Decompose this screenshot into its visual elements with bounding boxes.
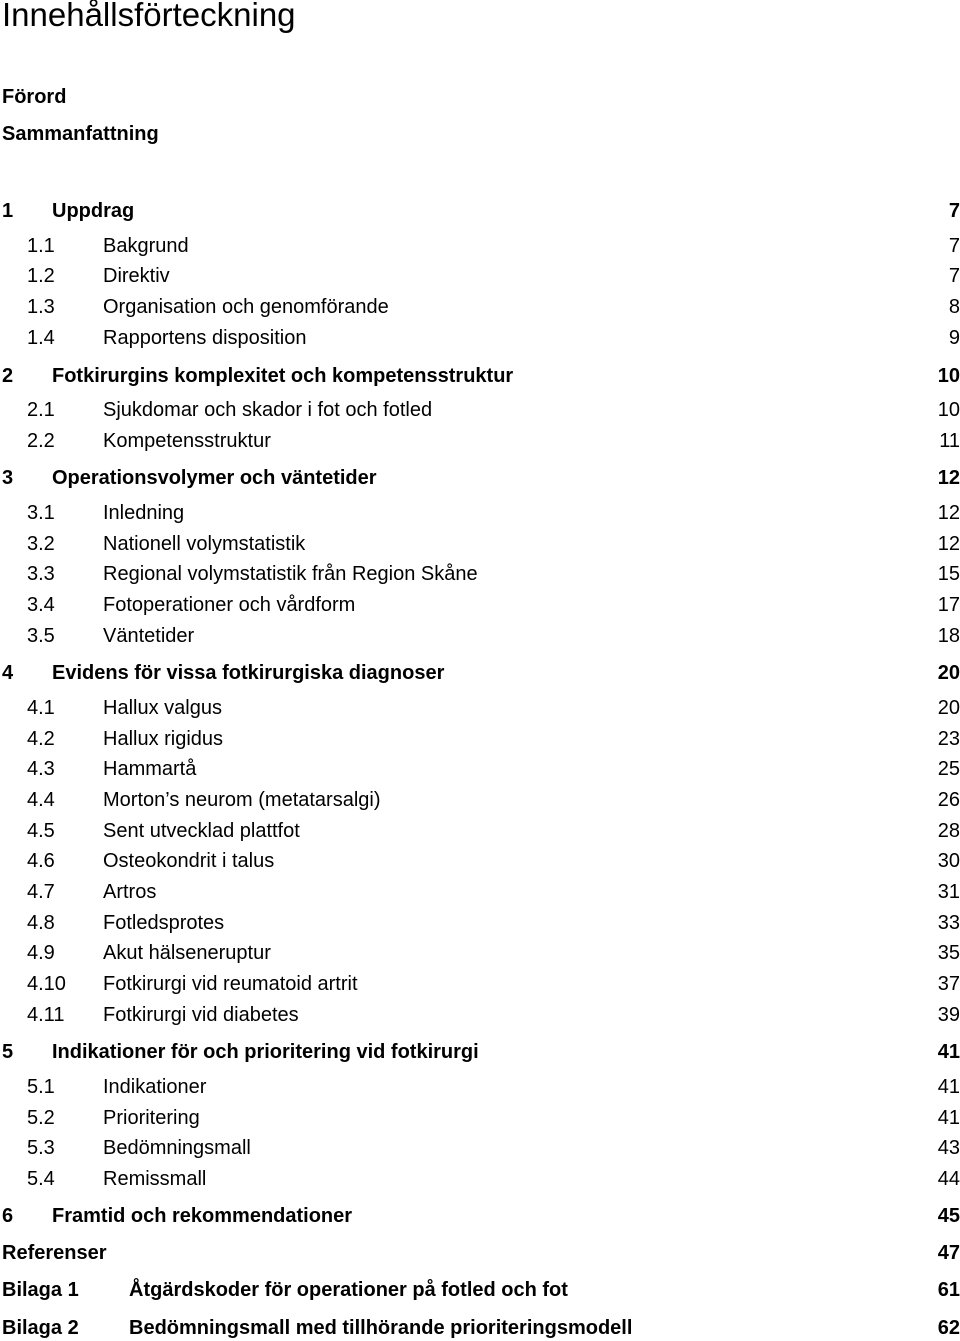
toc-entry-number: 4.10 — [27, 973, 66, 995]
toc-entry-page-number: 26 — [937, 789, 960, 811]
toc-entry-title: Operationsvolymer och väntetider — [52, 467, 377, 489]
toc-entry-number: 4.3 — [27, 758, 55, 780]
toc-entry-page-number: 41 — [937, 1076, 960, 1098]
toc-entry-title: Morton’s neurom (metatarsalgi) — [103, 789, 381, 811]
toc-entry-number: 3.1 — [27, 502, 55, 524]
front-matter-summary[interactable]: Sammanfattning — [2, 123, 159, 145]
toc-entry-number: 1.4 — [27, 327, 55, 349]
toc-entry-page-number: 12 — [937, 502, 960, 524]
toc-entry-page-number: 41 — [937, 1107, 960, 1129]
toc-entry-number: 1 — [2, 200, 14, 222]
toc-entry-page-number: 8 — [948, 296, 960, 318]
toc-entry-page-number: 12 — [937, 467, 960, 489]
toc-entry-number: 4.4 — [27, 789, 55, 811]
toc-entry-title: Osteokondrit i talus — [103, 850, 275, 872]
toc-entry-page-number: 23 — [937, 728, 960, 750]
toc-entry-title: Bedömningsmall — [103, 1137, 251, 1159]
toc-entry-number: 5.3 — [27, 1137, 55, 1159]
toc-entry-number: 5.4 — [27, 1168, 55, 1190]
toc-entry-title: Bedömningsmall med tillhörande prioriteringsmodell — [129, 1317, 633, 1339]
toc-entry-number: 2.1 — [27, 399, 55, 421]
toc-entry-title: Fotledsprotes — [103, 912, 225, 934]
toc-entry-title: Hammartå — [103, 758, 197, 780]
toc-entry-page-number: 10 — [937, 399, 960, 421]
toc-entry-title: Artros — [103, 881, 157, 903]
toc-entry-number: 2 — [2, 365, 14, 387]
toc-entry-number: 3.4 — [27, 594, 55, 616]
toc-entry-title: Rapportens disposition — [103, 327, 307, 349]
toc-entry-title: Organisation och genomförande — [103, 296, 389, 318]
toc-entry-page-number: 20 — [937, 697, 960, 719]
toc-entry-number: 4.1 — [27, 697, 55, 719]
toc-entry-title: Prioritering — [103, 1107, 200, 1129]
toc-entry-number: 4.6 — [27, 850, 55, 872]
toc-entry-page-number: 9 — [948, 327, 960, 349]
toc-entry-number: 5 — [2, 1041, 14, 1063]
toc-entry-title: Kompetensstruktur — [103, 430, 271, 452]
toc-entry-page-number: 7 — [948, 235, 960, 257]
toc-entry-number: 4.9 — [27, 942, 55, 964]
toc-entry-page-number: 25 — [937, 758, 960, 780]
toc-entry-number: 6 — [2, 1205, 14, 1227]
toc-entry-number: 5.2 — [27, 1107, 55, 1129]
toc-entry-number: 4.7 — [27, 881, 55, 903]
toc-entry-page-number: 41 — [937, 1041, 960, 1063]
toc-entry-title: Fotkirurgi vid reumatoid artrit — [103, 973, 358, 995]
toc-entry-number: 3 — [2, 467, 14, 489]
toc-entry-number: 1.3 — [27, 296, 55, 318]
toc-entry-page-number: 17 — [937, 594, 960, 616]
toc-entry-page-number: 10 — [937, 365, 960, 387]
toc-entry-title: Hallux rigidus — [103, 728, 224, 750]
toc-entry-number: 1.1 — [27, 235, 55, 257]
toc-entry-title: Direktiv — [103, 265, 170, 287]
toc-entry-page-number: 37 — [937, 973, 960, 995]
toc-entry-title: Fotkirurgi vid diabetes — [103, 1004, 299, 1026]
toc-entry-title: Uppdrag — [52, 200, 135, 222]
toc-entry-page-number: 61 — [937, 1279, 960, 1301]
toc-entry-title: Indikationer för och prioritering vid fotkirurgi — [52, 1041, 479, 1063]
toc-entry-number: 4.11 — [27, 1004, 65, 1026]
toc-entry-title: Remissmall — [103, 1168, 207, 1190]
toc-entry-title: Evidens för vissa fotkirurgiska diagnoser — [52, 662, 445, 684]
toc-entry-page-number: 35 — [937, 942, 960, 964]
toc-entry-title: Åtgärdskoder för operationer på fotled och fot — [129, 1279, 568, 1301]
toc-entry-page-number: 47 — [937, 1242, 960, 1264]
toc-entry-number: 4.5 — [27, 820, 55, 842]
toc-entry-number: Bilaga 1 — [2, 1279, 79, 1301]
toc-entry-page-number: 62 — [937, 1317, 960, 1339]
toc-entry-page-number: 20 — [937, 662, 960, 684]
toc-entry-title: Regional volymstatistik från Region Skåne — [103, 563, 478, 585]
toc-entry-page-number: 43 — [937, 1137, 960, 1159]
toc-entry-title: Bakgrund — [103, 235, 189, 257]
toc-entry-number: 4.8 — [27, 912, 55, 934]
toc-entry-title: Fotkirurgins komplexitet och kompetensstruktur — [52, 365, 514, 387]
toc-entry-number: 4 — [2, 662, 14, 684]
toc-entry-number: Bilaga 2 — [2, 1317, 79, 1339]
toc-entry-page-number: 11 — [939, 430, 960, 452]
toc-entry-page-number: 28 — [937, 820, 960, 842]
toc-entry-title: Sjukdomar och skador i fot och fotled — [103, 399, 433, 421]
toc-entry-number: 4.2 — [27, 728, 55, 750]
toc-entry-page-number: 18 — [937, 625, 960, 647]
toc-entry-page-number: 7 — [948, 265, 960, 287]
toc-entry-page-number: 44 — [937, 1168, 960, 1190]
toc-entry-number: 3.3 — [27, 563, 55, 585]
toc-entry-page-number: 45 — [937, 1205, 960, 1227]
toc-entry-number: 5.1 — [27, 1076, 55, 1098]
toc-entry-page-number: 7 — [948, 200, 960, 222]
toc-entry-title: Fotoperationer och vårdform — [103, 594, 356, 616]
toc-entry-page-number: 31 — [937, 881, 960, 903]
toc-entry-page-number: 33 — [937, 912, 960, 934]
toc-entry-number: 3.2 — [27, 533, 55, 555]
toc-entry-page-number: 15 — [937, 563, 960, 585]
page-title: Innehållsförteckning — [2, 0, 296, 33]
toc-entry-page-number: 39 — [937, 1004, 960, 1026]
toc-entry-title: Framtid och rekommendationer — [52, 1205, 353, 1227]
toc-entry-title: Sent utvecklad plattfot — [103, 820, 300, 842]
toc-entry-title: Hallux valgus — [103, 697, 222, 719]
toc-entry-number: 3.5 — [27, 625, 55, 647]
front-matter-foreword[interactable]: Förord — [2, 86, 67, 108]
toc-entry-title: Referenser — [2, 1242, 107, 1264]
toc-entry-number: 1.2 — [27, 265, 55, 287]
toc-entry-page-number: 30 — [937, 850, 960, 872]
toc-entry-title: Väntetider — [103, 625, 195, 647]
toc-entry-title: Inledning — [103, 502, 185, 524]
toc-entry-title: Nationell volymstatistik — [103, 533, 306, 555]
toc-entry-page-number: 12 — [937, 533, 960, 555]
toc-entry-number: 2.2 — [27, 430, 55, 452]
toc-entry-title: Akut hälseneruptur — [103, 942, 271, 964]
toc-entry-title: Indikationer — [103, 1076, 207, 1098]
